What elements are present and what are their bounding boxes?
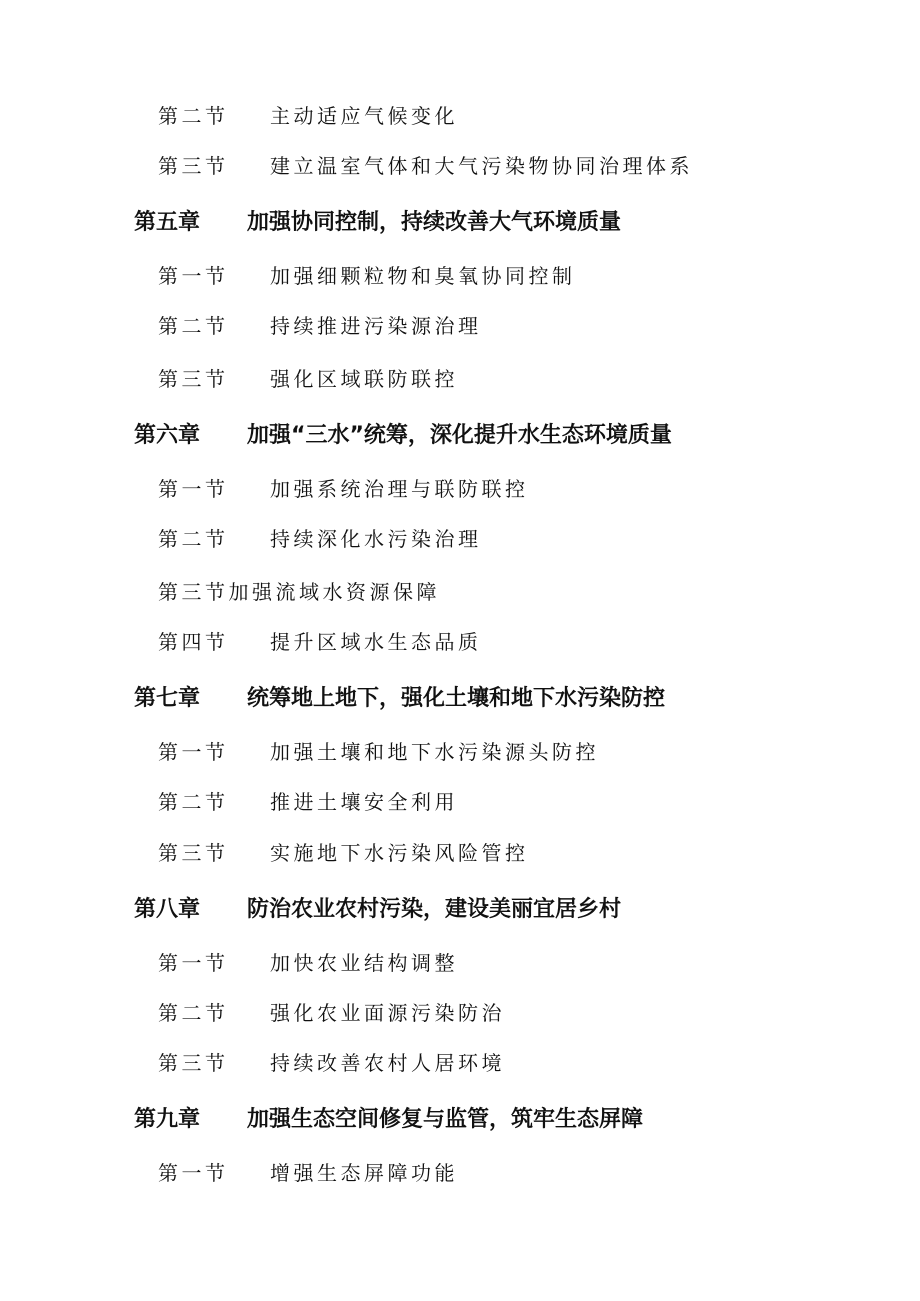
section-number: 第一节 [158,1161,229,1185]
toc-section-entry [158,524,482,554]
chapter-number: 第八章 [134,897,201,922]
chapter-number: 第九章 [134,1107,201,1132]
section-title: 持续改善农村人居环境 [270,1051,505,1075]
section-title: 建立温室气体和大气污染物协同治理体系 [270,154,693,178]
toc-section-entry [158,474,529,504]
section-number: 第一节 [158,477,229,501]
section-title: 加强土壤和地下水污染源头防控 [270,740,599,764]
toc-section-entry [158,627,482,657]
section-number: 第三节 [158,580,229,604]
section-title: 加快农业结构调整 [270,951,458,975]
chapter-number: 第六章 [134,423,201,448]
section-number: 第三节 [158,841,229,865]
toc-section-entry [158,364,458,394]
section-number: 第二节 [158,104,229,128]
section-number: 第二节 [158,314,229,338]
chapter-title: 加强协同控制，持续改善大气环境质量 [247,210,622,235]
toc-section-entry [158,787,458,817]
section-number: 第二节 [158,527,229,551]
section-title: 加强系统治理与联防联控 [270,477,529,501]
chapter-title: 防治农业农村污染，建设美丽宜居乡村 [247,897,622,922]
toc-section-entry [158,261,576,291]
toc-chapter-entry [134,208,621,238]
section-title: 强化农业面源污染防治 [270,1001,505,1025]
section-number: 第三节 [158,154,229,178]
section-title: 增强生态屏障功能 [270,1161,458,1185]
chapter-title: 加强生态空间修复与监管，筑牢生态屏障 [247,1107,644,1132]
chapter-number: 第五章 [134,210,201,235]
section-title: 强化区域联防联控 [270,367,458,391]
section-title: 持续推进污染源治理 [270,314,482,338]
section-title: 主动适应气候变化 [270,104,458,128]
section-number: 第二节 [158,790,229,814]
section-title: 加强细颗粒物和臭氧协同控制 [270,264,576,288]
section-title: 提升区域水生态品质 [270,630,482,654]
toc-section-entry [158,737,599,767]
toc-chapter-entry [134,1105,643,1135]
section-number: 第三节 [158,1051,229,1075]
toc-section-entry [158,998,505,1028]
section-title: 实施地下水污染风险管控 [270,841,529,865]
toc-section-entry [158,948,458,978]
section-number: 第一节 [158,951,229,975]
toc-section-entry [158,838,529,868]
chapter-number: 第七章 [134,686,201,711]
toc-section-entry [158,151,693,181]
section-title: 持续深化水污染治理 [270,527,482,551]
toc-chapter-entry [134,895,621,925]
section-number: 第一节 [158,740,229,764]
toc-section-entry [158,311,482,341]
toc-section-entry [158,1048,505,1078]
section-number: 第一节 [158,264,229,288]
toc-chapter-entry [134,684,665,714]
toc-section-entry [158,1158,458,1188]
section-title: 加强流域水资源保障 [228,580,440,604]
chapter-title: 加强“三水”统筹，深化提升水生态环境质量 [247,423,672,448]
toc-chapter-entry [134,421,672,451]
chapter-title: 统筹地上地下，强化土壤和地下水污染防控 [247,686,666,711]
section-number: 第四节 [158,630,229,654]
toc-section-entry [158,101,458,131]
section-title: 推进土壤安全利用 [270,790,458,814]
section-number: 第二节 [158,1001,229,1025]
section-number: 第三节 [158,367,229,391]
toc-section-entry [158,577,440,607]
